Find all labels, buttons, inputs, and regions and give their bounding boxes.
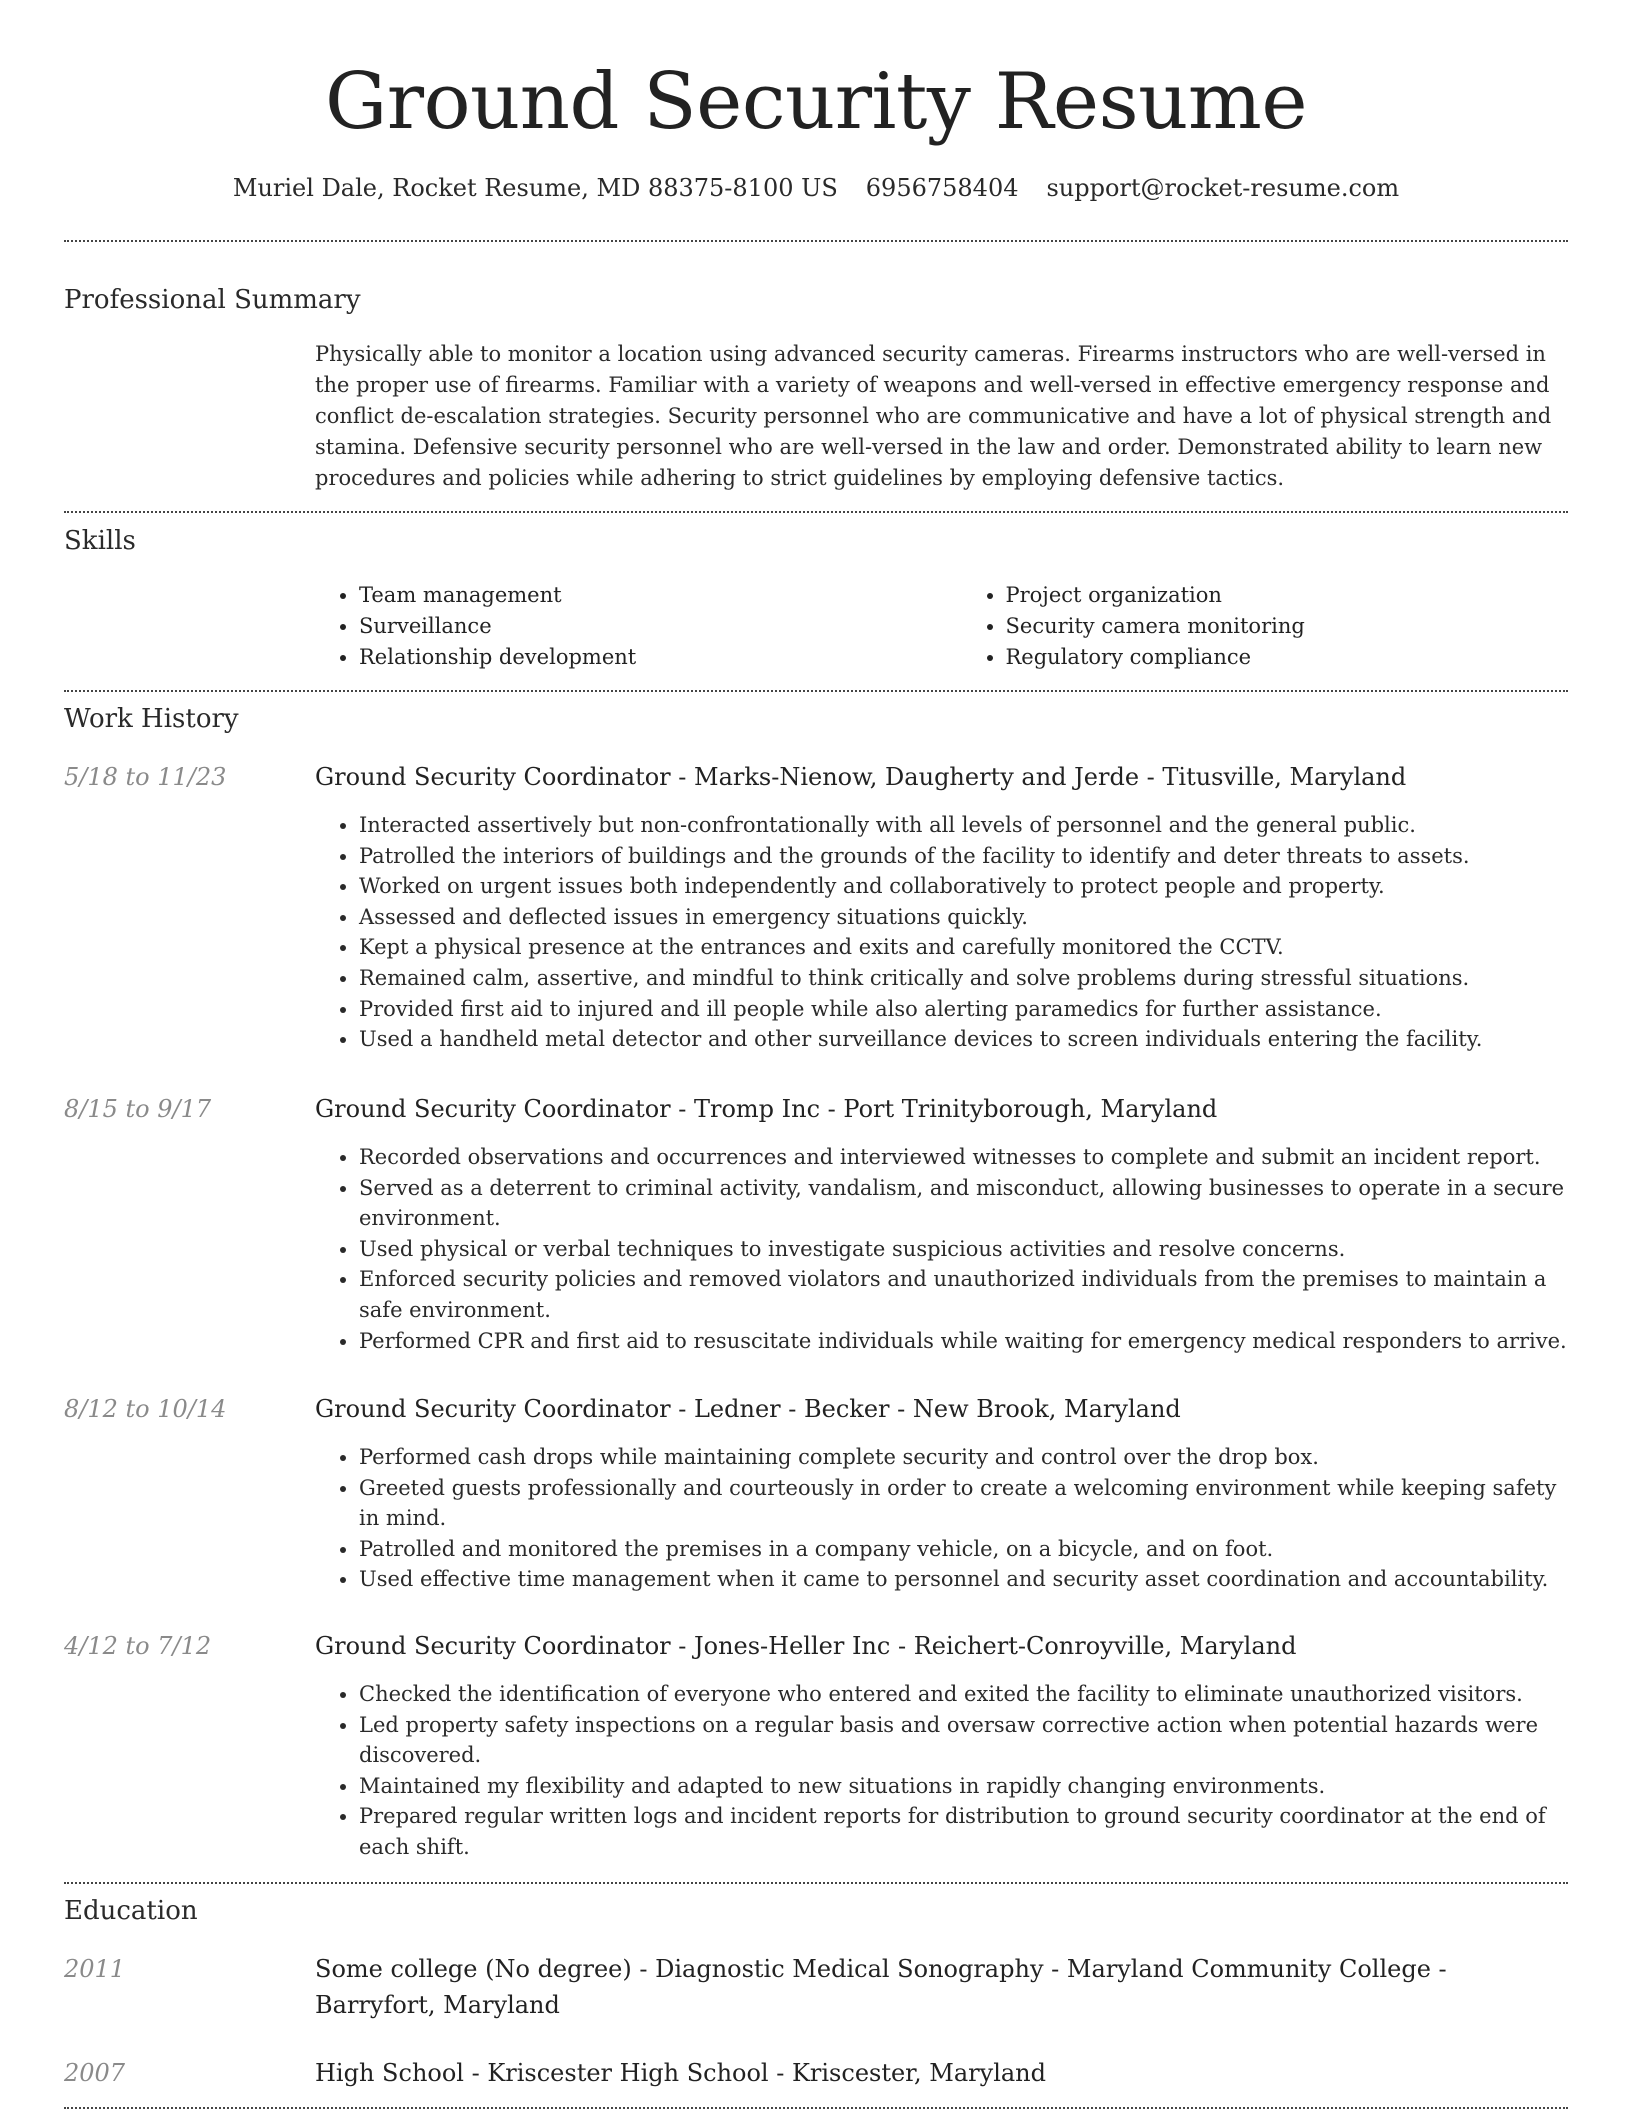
job-heading: Ground Security Coordinator - Jones-Heller Inc - Reichert-Conroyville, Maryland	[315, 1632, 1297, 1660]
skill-item: • Team management	[359, 580, 922, 611]
skills-column-right	[962, 580, 1569, 673]
education-date: 2007	[64, 2059, 126, 2087]
divider-summary	[64, 511, 1568, 513]
job-heading: Ground Security Coordinator - Ledner - Becker - New Brook, Maryland	[315, 1395, 1181, 1423]
skills-list	[315, 580, 1568, 673]
education-heading: High School - Kriscester High School - Kriscester, Maryland	[315, 2059, 1046, 2087]
job-bullet: • Performed CPR and first aid to resuscitate individuals while waiting for emergency medical responders to arrive.	[359, 1326, 1568, 1357]
education-date: 2011	[64, 1955, 126, 1983]
job-bullet: • Remained calm, assertive, and mindful to think critically and solve problems during stressful situations.	[359, 963, 1568, 994]
job-bullet: • Prepared regular written logs and incident reports for distribution to ground security coordinator at the end of each shift.	[359, 1801, 1568, 1862]
education-heading: Some college (No degree) - Diagnostic Medical Sonography - Maryland Community College - Barryfort, Maryland	[315, 1955, 1447, 2019]
job-bullet: • Used a handheld metal detector and other surveillance devices to screen individuals entering the facility.	[359, 1024, 1568, 1055]
job-date: 5/18 to 11/23	[64, 763, 227, 791]
job-bullet: • Worked on urgent issues both independently and collaboratively to protect people and property.	[359, 871, 1568, 902]
job-bullet: • Patrolled and monitored the premises in a company vehicle, on a bicycle, and on foot.	[359, 1534, 1568, 1565]
resume-title: Ground Security Resume	[325, 57, 1307, 147]
job-bullets	[315, 1442, 1568, 1595]
contact-phone: 6956758404	[865, 174, 1019, 202]
summary-text: Physically able to monitor a location using advanced security cameras. Firearms instructors who are well-versed in the proper use of firearms. Familiar with a variety of weapons and well-versed in effective emergency response and conflict de-escalation strategies. Security personnel who are communicative and have a lot of physical strength and stamina. Defensive security personnel who are well-versed in the law and order. Demonstrated ability to learn new procedures and policies while adhering to strict guidelines by employing defensive tactics.	[315, 342, 1552, 490]
job-bullet: • Enforced security policies and removed violators and unauthorized individuals from the premises to maintain a safe environment.	[359, 1264, 1568, 1325]
skill-item: • Relationship development	[359, 642, 922, 673]
section-title-skills: Skills	[64, 526, 136, 556]
job-bullets	[315, 1679, 1568, 1863]
job-bullet: • Served as a deterrent to criminal activity, vandalism, and misconduct, allowing businesses to operate in a secure environment.	[359, 1173, 1568, 1234]
job-date: 8/15 to 9/17	[64, 1095, 212, 1123]
divider-skills	[64, 690, 1568, 692]
job-bullets	[315, 810, 1568, 1055]
job-bullet: • Used effective time management when it came to personnel and security asset coordination and accountability.	[359, 1564, 1568, 1595]
job-bullet: • Recorded observations and occurrences and interviewed witnesses to complete and submit an incident report.	[359, 1142, 1568, 1173]
section-title-summary: Professional Summary	[64, 285, 361, 315]
job-bullet: • Assessed and deflected issues in emergency situations quickly.	[359, 902, 1568, 933]
job-bullet: • Checked the identification of everyone who entered and exited the facility to eliminate unauthorized visitors.	[359, 1679, 1568, 1710]
job-bullet: • Led property safety inspections on a regular basis and oversaw corrective action when potential hazards were discovered.	[359, 1710, 1568, 1771]
skill-item: • Project organization	[1006, 580, 1569, 611]
divider-education	[64, 2107, 1568, 2109]
divider-header	[64, 240, 1568, 242]
job-bullets	[315, 1142, 1568, 1356]
contact-line	[64, 170, 1568, 206]
job-bullet: • Provided first aid to injured and ill people while also alerting paramedics for further assistance.	[359, 994, 1568, 1025]
skill-item: • Surveillance	[359, 611, 922, 642]
section-title-work: Work History	[64, 704, 239, 734]
job-bullet: • Patrolled the interiors of buildings and the grounds of the facility to identify and deter threats to assets.	[359, 841, 1568, 872]
skill-item: • Security camera monitoring	[1006, 611, 1569, 642]
job-date: 8/12 to 10/14	[64, 1395, 227, 1423]
contact-email: support@rocket-resume.com	[1046, 174, 1400, 202]
skills-column-left	[315, 580, 922, 673]
job-date: 4/12 to 7/12	[64, 1632, 212, 1660]
skill-item: • Regulatory compliance	[1006, 642, 1569, 673]
divider-work	[64, 1882, 1568, 1884]
job-bullet: • Performed cash drops while maintaining complete security and control over the drop box.	[359, 1442, 1568, 1473]
job-bullet: • Kept a physical presence at the entrances and exits and carefully monitored the CCTV.	[359, 932, 1568, 963]
job-bullet: • Interacted assertively but non-confrontationally with all levels of personnel and the general public.	[359, 810, 1568, 841]
job-heading: Ground Security Coordinator - Marks-Nienow, Daugherty and Jerde - Titusville, Maryland	[315, 763, 1407, 791]
job-bullet: • Used physical or verbal techniques to investigate suspicious activities and resolve concerns.	[359, 1234, 1568, 1265]
job-bullet: • Maintained my flexibility and adapted to new situations in rapidly changing environments.	[359, 1771, 1568, 1802]
job-heading: Ground Security Coordinator - Tromp Inc - Port Trinityborough, Maryland	[315, 1095, 1218, 1123]
job-bullet: • Greeted guests professionally and courteously in order to create a welcoming environment while keeping safety in mind.	[359, 1473, 1568, 1534]
contact-address: Muriel Dale, Rocket Resume, MD 88375-8100 US	[232, 174, 838, 202]
section-title-education: Education	[64, 1896, 198, 1926]
